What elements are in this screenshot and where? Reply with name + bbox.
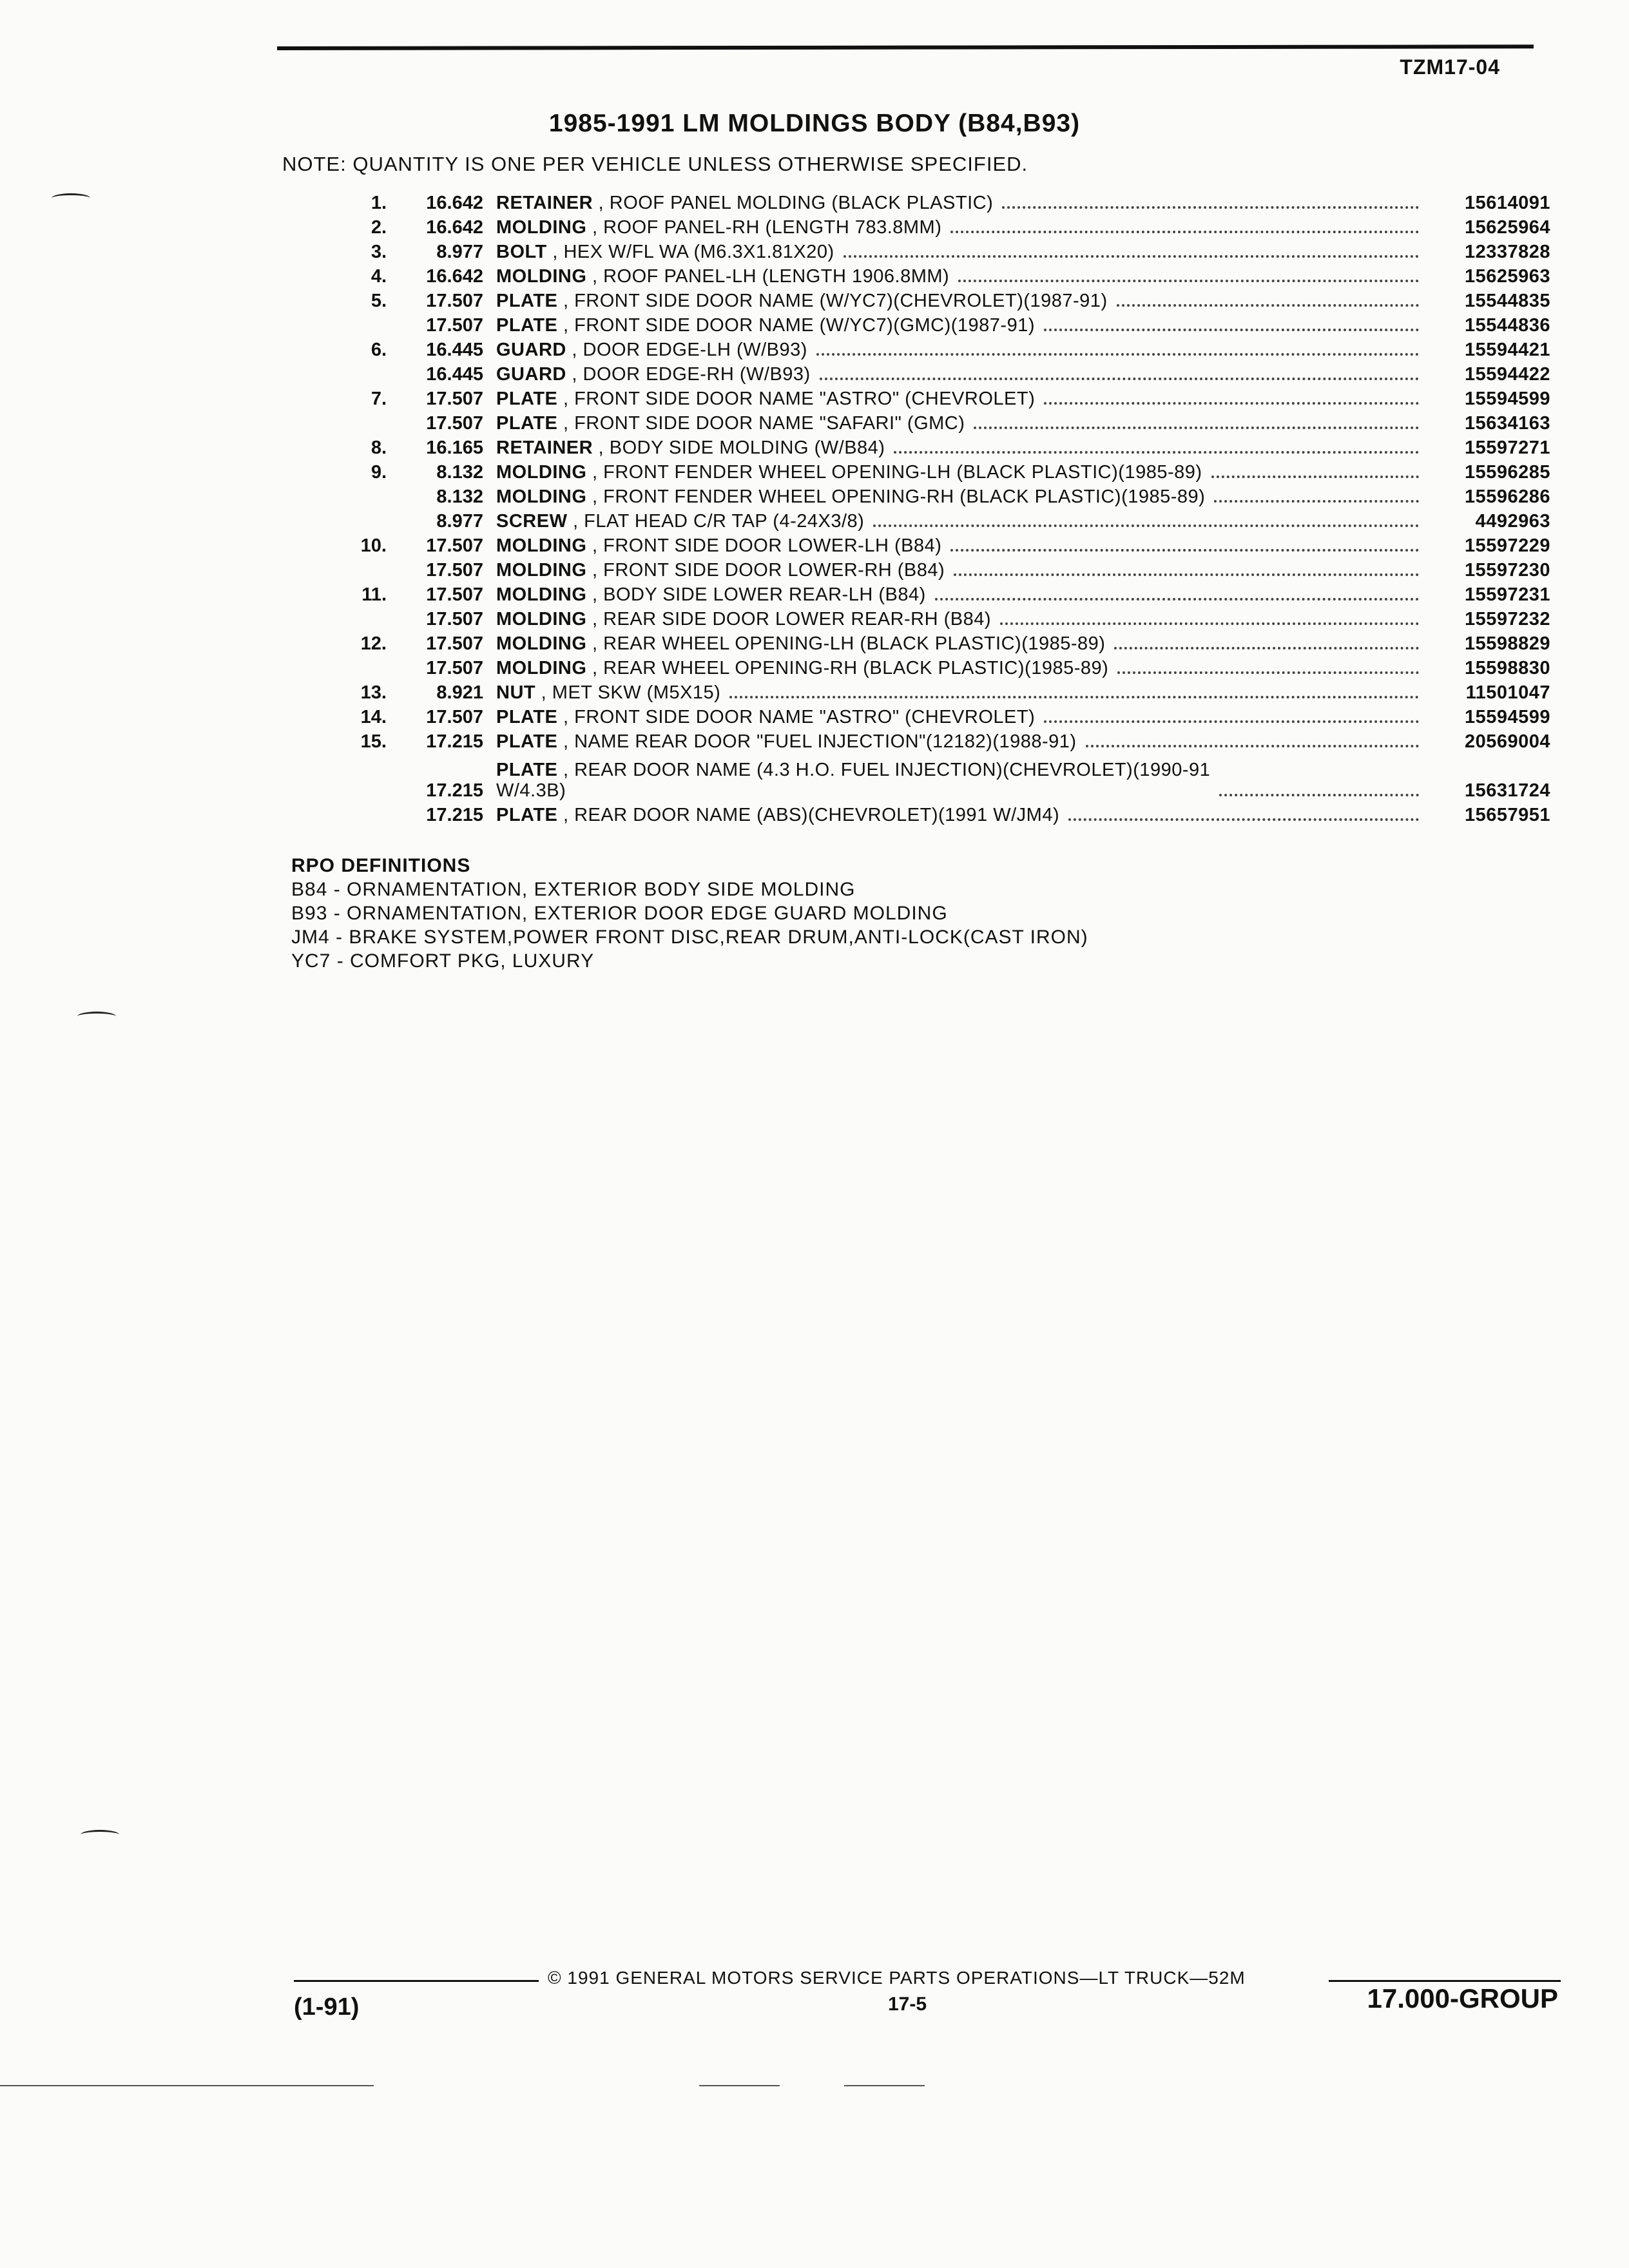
part-name: MOLDING	[496, 266, 587, 287]
part-detail: , FRONT FENDER WHEEL OPENING-LH (BLACK PLASTIC)(1985-89)	[586, 462, 1202, 483]
part-number: 15598829	[1464, 633, 1550, 655]
part-name: NUT	[496, 682, 536, 704]
group-number: 16.165	[426, 437, 483, 459]
group-number: 8.132	[436, 486, 483, 508]
part-detail: , BODY SIDE MOLDING (W/B84)	[593, 437, 885, 459]
part-name: RETAINER	[496, 193, 593, 214]
dot-leader	[1086, 745, 1419, 747]
part-name: MOLDING	[496, 486, 587, 508]
item-number: 3.	[371, 242, 387, 263]
part-row	[348, 434, 1550, 459]
part-row	[348, 410, 1550, 434]
part-number: 11501047	[1465, 682, 1550, 704]
dot-leader	[894, 451, 1419, 454]
part-description	[496, 242, 834, 263]
part-name: BOLT	[496, 242, 547, 263]
part-name: MOLDING	[496, 217, 587, 238]
dot-leader	[1117, 671, 1419, 674]
part-row	[348, 802, 1550, 826]
group-number: 17.507	[426, 658, 483, 679]
item-number: 6.	[371, 340, 387, 361]
part-name: PLATE	[496, 805, 558, 826]
group-number: 17.215	[426, 780, 483, 802]
scan-edge-line	[699, 2085, 780, 2086]
dot-leader	[1002, 206, 1419, 209]
dot-leader	[1044, 720, 1419, 723]
part-name: PLATE	[496, 707, 558, 728]
part-number: 15631724	[1464, 780, 1550, 802]
dot-leader	[816, 353, 1419, 356]
item-number: 14.	[360, 707, 387, 728]
part-description	[496, 389, 1035, 410]
dot-leader	[1044, 329, 1419, 331]
part-description	[496, 658, 1108, 679]
part-row	[348, 459, 1550, 483]
part-detail: , REAR WHEEL OPENING-LH (BLACK PLASTIC)(1985-89)	[586, 633, 1106, 655]
group-number: 8.977	[436, 242, 483, 263]
dot-leader	[935, 598, 1419, 601]
part-description	[496, 512, 864, 532]
part-description	[496, 438, 885, 459]
item-number: 9.	[371, 462, 387, 483]
part-row	[348, 238, 1550, 263]
item-number: 7.	[371, 389, 387, 410]
part-description	[496, 193, 993, 214]
binder-hole-mark	[52, 193, 90, 203]
part-number: 12337828	[1464, 242, 1550, 263]
part-number: 15594421	[1464, 340, 1550, 361]
part-number: 4492963	[1475, 511, 1550, 532]
part-description	[496, 365, 811, 385]
part-name: PLATE	[496, 760, 558, 781]
part-description	[496, 585, 926, 606]
dot-leader	[1219, 794, 1419, 796]
binder-hole-mark	[81, 1830, 119, 1840]
dot-leader	[954, 573, 1419, 576]
part-detail: , REAR DOOR NAME (4.3 H.O. FUEL INJECTION)(CHEVROLET)(1990-91	[557, 760, 1211, 781]
item-number: 15.	[360, 731, 387, 753]
part-number: 15594599	[1464, 707, 1550, 728]
part-number: 15544836	[1464, 315, 1550, 336]
part-detail: , MET SKW (M5X15)	[535, 682, 721, 704]
part-name: MOLDING	[496, 535, 587, 557]
part-name: MOLDING	[496, 560, 587, 581]
dot-leader	[1068, 818, 1419, 821]
part-row	[348, 361, 1550, 385]
part-row	[348, 630, 1550, 655]
part-row	[348, 557, 1550, 581]
part-description	[496, 487, 1205, 508]
scan-edge-line	[0, 2085, 374, 2086]
item-number: 4.	[371, 266, 387, 287]
group-label: 17.000-GROUP	[1367, 1983, 1558, 2013]
part-name: MOLDING	[496, 609, 587, 630]
group-number: 17.507	[426, 707, 483, 728]
part-number: 15594422	[1464, 364, 1550, 385]
rpo-line: B93 - ORNAMENTATION, EXTERIOR DOOR EDGE GUARD MOLDING	[291, 903, 948, 924]
dot-leader	[843, 255, 1419, 258]
part-row	[348, 336, 1550, 361]
item-number: 8.	[371, 437, 387, 459]
part-name: RETAINER	[496, 437, 593, 459]
document-code: TZM17-04	[1400, 55, 1500, 79]
part-number: 15597230	[1464, 560, 1550, 581]
footer-rule-left	[294, 1980, 539, 1982]
item-number: 2.	[371, 217, 387, 238]
part-name: MOLDING	[496, 633, 587, 655]
part-detail: , NAME REAR DOOR "FUEL INJECTION"(12182)(1988-91)	[557, 731, 1077, 753]
group-number: 16.642	[426, 217, 483, 238]
item-number: 10.	[360, 535, 387, 557]
part-description	[496, 316, 1035, 336]
part-number: 15596285	[1464, 462, 1550, 483]
part-row	[348, 704, 1550, 728]
part-detail: , FRONT FENDER WHEEL OPENING-RH (BLACK PLASTIC)(1985-89)	[586, 486, 1206, 508]
scan-edge-line	[844, 2085, 925, 2086]
part-description	[496, 414, 965, 434]
part-name: MOLDING	[496, 658, 587, 679]
part-name: PLATE	[496, 291, 558, 312]
part-row	[348, 655, 1550, 679]
footer-rule-right	[1329, 1980, 1561, 1982]
part-detail-continued: W/4.3B)	[496, 780, 566, 802]
dot-leader	[1000, 622, 1419, 625]
rpo-line: JM4 - BRAKE SYSTEM,POWER FRONT DISC,REAR DRUM,ANTI-LOCK(CAST IRON)	[291, 927, 1088, 948]
dot-leader	[1044, 402, 1419, 405]
rpo-definitions	[291, 855, 1088, 974]
part-detail: , DOOR EDGE-RH (W/B93)	[566, 364, 811, 385]
part-description	[496, 805, 1059, 826]
part-number: 15657951	[1464, 805, 1550, 826]
part-detail: , ROOF PANEL-LH (LENGTH 1906.8MM)	[586, 266, 950, 287]
page-number: 17-5	[888, 1994, 927, 2015]
part-row	[348, 287, 1550, 312]
dot-leader	[974, 427, 1419, 429]
part-description	[496, 634, 1105, 655]
part-name: MOLDING	[496, 462, 587, 483]
part-detail: , FRONT SIDE DOOR NAME (W/YC7)(GMC)(1987-91)	[557, 315, 1035, 336]
part-detail: , DOOR EDGE-LH (W/B93)	[566, 340, 807, 361]
group-number: 17.507	[426, 413, 483, 434]
part-row	[348, 189, 1550, 214]
part-detail: , REAR SIDE DOOR LOWER REAR-RH (B84)	[586, 609, 992, 630]
part-description	[496, 561, 945, 581]
part-number: 15594599	[1464, 389, 1550, 410]
dot-leader	[950, 549, 1419, 552]
top-rule	[277, 44, 1534, 50]
part-description	[496, 760, 1210, 781]
dot-leader	[729, 696, 1419, 698]
part-number: 15597229	[1464, 535, 1550, 557]
part-description	[496, 732, 1077, 753]
part-description	[496, 340, 807, 361]
part-row	[348, 679, 1550, 704]
part-number: 15597232	[1464, 609, 1550, 630]
part-detail: , FRONT SIDE DOOR NAME "ASTRO" (CHEVROLET)	[557, 707, 1036, 728]
part-number: 15614091	[1464, 193, 1550, 214]
dot-leader	[1117, 304, 1419, 307]
part-description	[496, 707, 1035, 728]
part-row	[348, 508, 1550, 532]
group-number: 17.507	[426, 560, 483, 581]
part-row	[348, 385, 1550, 410]
group-number: 16.445	[426, 340, 483, 361]
item-number: 5.	[371, 291, 387, 312]
part-row	[348, 263, 1550, 287]
part-row	[348, 606, 1550, 630]
group-number: 8.921	[436, 682, 483, 704]
part-name: PLATE	[496, 731, 558, 753]
group-number: 17.507	[426, 609, 483, 630]
dot-leader	[958, 280, 1419, 282]
rpo-heading: RPO DEFINITIONS	[291, 855, 471, 876]
part-description	[496, 463, 1202, 483]
part-row	[348, 728, 1550, 753]
quantity-note: NOTE: QUANTITY IS ONE PER VEHICLE UNLESS OTHERWISE SPECIFIED.	[282, 153, 1028, 175]
parts-list	[348, 189, 1550, 826]
group-number: 17.507	[426, 535, 483, 557]
group-number: 17.507	[426, 633, 483, 655]
part-row	[348, 753, 1550, 802]
part-detail: , FRONT SIDE DOOR NAME "SAFARI" (GMC)	[557, 413, 965, 434]
group-number: 16.642	[426, 266, 483, 287]
part-row	[348, 581, 1550, 606]
part-number: 15625964	[1464, 217, 1550, 238]
part-detail: , BODY SIDE LOWER REAR-LH (B84)	[586, 584, 926, 606]
page-title: 1985-1991 LM MOLDINGS BODY (B84,B93)	[548, 110, 1081, 137]
group-number: 17.507	[426, 584, 483, 606]
part-name: GUARD	[496, 364, 566, 385]
group-number: 17.507	[426, 389, 483, 410]
item-number: 13.	[360, 682, 387, 704]
part-detail: , FLAT HEAD C/R TAP (4-24X3/8)	[567, 511, 865, 532]
part-description	[496, 267, 949, 287]
dot-leader	[1114, 647, 1419, 649]
part-row	[348, 532, 1550, 557]
part-row	[348, 312, 1550, 336]
part-number: 15544835	[1464, 291, 1550, 312]
revision-date: (1-91)	[294, 1994, 360, 2021]
part-number: 15634163	[1464, 413, 1550, 434]
group-number: 17.215	[426, 805, 483, 826]
part-name: GUARD	[496, 340, 566, 361]
copyright-notice: © 1991 GENERAL MOTORS SERVICE PARTS OPERATIONS—LT TRUCK—52M	[548, 1968, 1246, 1988]
part-detail: , ROOF PANEL-RH (LENGTH 783.8MM)	[586, 217, 942, 238]
item-number: 11.	[361, 584, 387, 606]
rpo-line: B84 - ORNAMENTATION, EXTERIOR BODY SIDE MOLDING	[291, 879, 856, 900]
part-description	[496, 683, 720, 704]
rpo-line: YC7 - COMFORT PKG, LUXURY	[291, 950, 595, 972]
part-description	[496, 610, 991, 630]
dot-leader	[1211, 476, 1419, 478]
part-description	[496, 536, 941, 557]
part-description	[496, 291, 1108, 312]
part-detail: , FRONT SIDE DOOR NAME (W/YC7)(CHEVROLET)(1987-91)	[557, 291, 1108, 312]
dot-leader	[950, 231, 1419, 233]
part-number: 15625963	[1464, 266, 1550, 287]
part-detail: , FRONT SIDE DOOR LOWER-LH (B84)	[586, 535, 942, 557]
part-name: PLATE	[496, 315, 558, 336]
part-detail: , REAR WHEEL OPENING-RH (BLACK PLASTIC)(1985-89)	[586, 658, 1109, 679]
part-number: 15598830	[1464, 658, 1550, 679]
part-detail: , FRONT SIDE DOOR NAME "ASTRO" (CHEVROLET)	[557, 389, 1036, 410]
dot-leader	[1214, 500, 1419, 503]
part-name: PLATE	[496, 413, 558, 434]
group-number: 17.507	[426, 291, 483, 312]
part-detail: , HEX W/FL WA (M6.3X1.81X20)	[546, 242, 834, 263]
part-detail: , REAR DOOR NAME (ABS)(CHEVROLET)(1991 W/JM4)	[557, 805, 1060, 826]
part-number: 15597231	[1464, 584, 1550, 606]
group-number: 8.132	[436, 462, 483, 483]
item-number: 12.	[360, 633, 387, 655]
part-name: PLATE	[496, 389, 558, 410]
group-number: 17.507	[426, 315, 483, 336]
part-row	[348, 214, 1550, 238]
dot-leader	[873, 524, 1419, 527]
group-number: 8.977	[436, 511, 483, 532]
group-number: 16.642	[426, 193, 483, 214]
part-number: 15597271	[1464, 437, 1550, 459]
dot-leader	[820, 378, 1419, 380]
part-number: 20569004	[1464, 731, 1550, 753]
part-number: 15596286	[1464, 486, 1550, 508]
group-number: 17.215	[426, 731, 483, 753]
part-description	[496, 218, 941, 238]
binder-hole-mark	[77, 1012, 116, 1021]
part-name: SCREW	[496, 511, 568, 532]
part-detail: , ROOF PANEL MOLDING (BLACK PLASTIC)	[593, 193, 994, 214]
part-detail: , FRONT SIDE DOOR LOWER-RH (B84)	[586, 560, 945, 581]
item-number: 1.	[371, 193, 387, 214]
part-name: MOLDING	[496, 584, 587, 606]
part-row	[348, 483, 1550, 508]
group-number: 16.445	[426, 364, 483, 385]
